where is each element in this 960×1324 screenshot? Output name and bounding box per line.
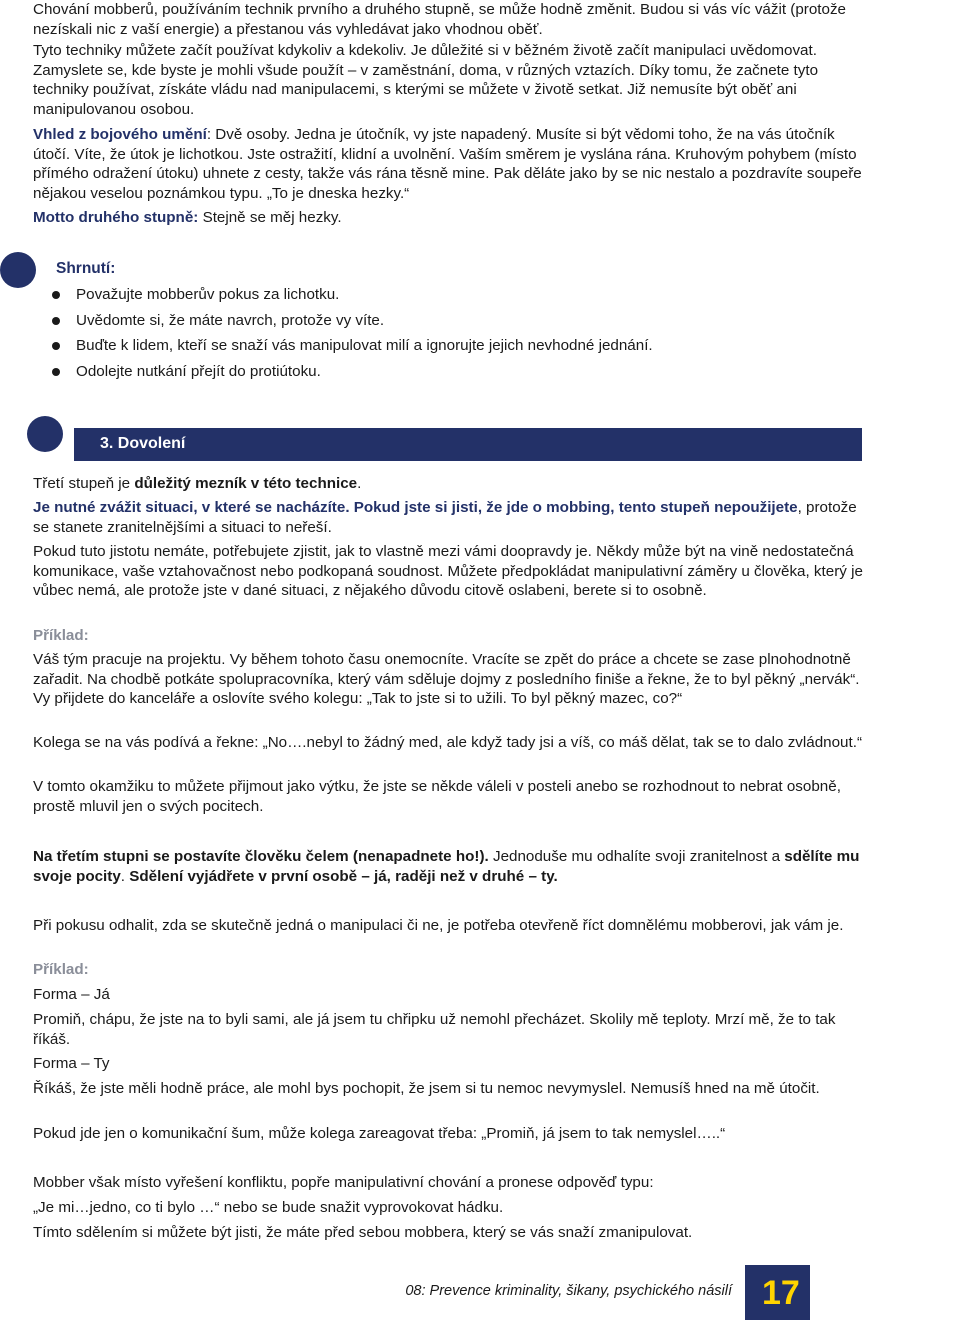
section-title: 3. Dovolení bbox=[100, 435, 186, 452]
summary-circle-marker bbox=[0, 252, 36, 288]
motto bbox=[33, 208, 865, 228]
form-you-text: Říkáš, že jste měli hodně práce, ale mohl bys pochopit, že jsem si tu nemoc nevymyslel. Nemusíš hned na mě útočit. bbox=[33, 1080, 820, 1097]
summary-item: Odolejte nutkání přejít do protiútoku. bbox=[52, 359, 653, 385]
martial-arts-insight bbox=[33, 125, 865, 203]
motto-text: Stejně se měj hezky. bbox=[198, 209, 342, 226]
intro-paragraph-1: Chování mobberů, používáním technik prvního a druhého stupně, se může hodně změnit. Budou si vás víc vážit (protože nezískali nic z vaší energie) a přestanou vás vyhledávat jako vhodnou oběť. bbox=[33, 1, 846, 38]
summary-list bbox=[52, 282, 653, 384]
summary-title: Shrnutí: bbox=[56, 260, 116, 277]
form-you-label: Forma – Ty bbox=[33, 1055, 110, 1072]
body-paragraph-1: Třetí stupeň je důležitý mezník v této technice. bbox=[33, 475, 362, 492]
body-paragraph-3: Pokud tuto jistotu nemáte, potřebujete zjistit, jak to vlastně mezi vámi doopravdy je. Někdy může být na vině nedostatečná komunikace, vaše vztahovačnost nebo podkopaná soudnost. Můžete předpokládat manipulativní záměry u člověka, který je vůbec nemá, ale protože jste v dané situaci, z nějakého důvodu citově oslabeni, berete si to osobně. bbox=[33, 543, 863, 600]
insight-label: Vhled z bojového umění bbox=[33, 126, 207, 143]
example-paragraph-2: Kolega se na vás podívá a řekne: „No….nebyl to žádný med, ale když tady jsi a víš, co máš dělat, tak se to dalo zvládnout.“ bbox=[33, 734, 863, 751]
insight-text: : Dvě osoby. Jedna je útočník, vy jste napadený. Musíte si být vědomi toho, že na vás útočník útočí. Víte, že útok je lichotkou. Jste ostražití, klidní a uvolnění. Vaším směrem je vyslána rána. Kruhovým pohybem (místo přímého odražení útoku) uhnete z cesty, takže vás rána těsně mine. Pak děláte jako by se nic nestalo a pozdravíte soupeře nějakou veselou poznámkou typu. „To je dneska hezky.“ bbox=[33, 126, 862, 202]
intro-paragraph-2: Tyto techniky můžete začít používat kdykoliv a kdekoliv. Je důležité si v běžném životě začít manipulaci uvědomovat. Zamyslete se, kde byste je mohli všude použít – v zaměstnání, doma, v různých vztazích. Díky tomu, že začnete tyto techniky používat, získáte vládu nad manipulacemi, s kterými se můžete v životě setkat. Již nemusíte být oběť ani manipulovanou osobou. bbox=[33, 42, 819, 118]
mobber-paragraph: Mobber však místo vyřešení konfliktu, popře manipulativní chování a pronese odpověď typu: bbox=[33, 1174, 654, 1191]
reveal-paragraph: Při pokusu odhalit, zda se skutečně jedná o manipulaci či ne, je potřeba otevřeně říct domnělému mobberovi, jak vám je. bbox=[33, 917, 844, 934]
third-step-paragraph: Na třetím stupni se postavíte člověku čelem (nenapadnete ho!). Jednoduše mu odhalíte svoji zranitelnost a sdělíte mu svoje pocity. Sdělení vyjádřete v první osobě – já, raději než v druhé – ty. bbox=[33, 848, 860, 885]
motto-label: Motto druhého stupně: bbox=[33, 209, 199, 226]
noise-paragraph: Pokud jde jen o komunikační šum, může kolega zareagovat třeba: „Promiň, já jsem to tak nemyslel…..“ bbox=[33, 1125, 726, 1142]
summary-item: Uvědomte si, že máte navrch, protože vy víte. bbox=[52, 308, 653, 334]
body-paragraph-2: Je nutné zvážit situaci, v které se nacházíte. Pokud jste si jisti, že jde o mobbing, tento stupeň nepoužijete, protože se stanete zranitelnějšími a situaci to neřeší. bbox=[33, 499, 857, 536]
summary-item: Buďte k lidem, kteří se snaží vás manipulovat milí a ignorujte jejich nevhodné jednání. bbox=[52, 333, 653, 359]
example-paragraph-1: Váš tým pracuje na projektu. Vy během tohoto času onemocníte. Vracíte se zpět do práce a chcete se zase plnohodnotně zařadit. Na chodbě potkáte spolupracovníka, který vám sděluje dojmy z posledního finiše a řekne, že to byl pěkný „nervák“. Vy přijdete do kanceláře a oslovíte svého kolegu: „Tak to jste si to užili. To byl pěkný mazec, co?“ bbox=[33, 651, 860, 708]
form-i-label: Forma – Já bbox=[33, 986, 110, 1003]
mobber-quote: „Je mi…jedno, co ti bylo …“ nebo se bude snažit vyprovokovat hádku. bbox=[33, 1199, 504, 1216]
example-label-1: Příklad: bbox=[33, 627, 89, 644]
section-circle-marker bbox=[27, 416, 63, 452]
section-header-bar bbox=[74, 428, 862, 461]
example-label-2: Příklad: bbox=[33, 961, 89, 978]
summary-item: Považujte mobberův pokus za lichotku. bbox=[52, 282, 653, 308]
conclusion-paragraph: Tímto sdělením si můžete být jisti, že máte před sebou mobbera, který se vás snaží zmanipulovat. bbox=[33, 1224, 693, 1241]
example-paragraph-3: V tomto okamžiku to můžete přijmout jako výtku, že jste se někde váleli v posteli anebo se rozhodnout to nebrat osobně, prostě mluvil jen o svých pocitech. bbox=[33, 778, 841, 815]
footer-title: 08: Prevence kriminality, šikany, psychického násilí bbox=[405, 1283, 732, 1299]
page-number: 17 bbox=[762, 1274, 800, 1312]
warning-emphasis: Je nutné zvážit situaci, v které se nacházíte. Pokud jste si jisti, že jde o mobbing, tento stupeň nepoužijete bbox=[33, 499, 798, 516]
form-i-text: Promiň, chápu, že jste na to byli sami, ale já jsem tu chřipku už nemohl přecházet. Skolily mě teploty. Mrzí mě, že to tak říkáš. bbox=[33, 1011, 836, 1048]
